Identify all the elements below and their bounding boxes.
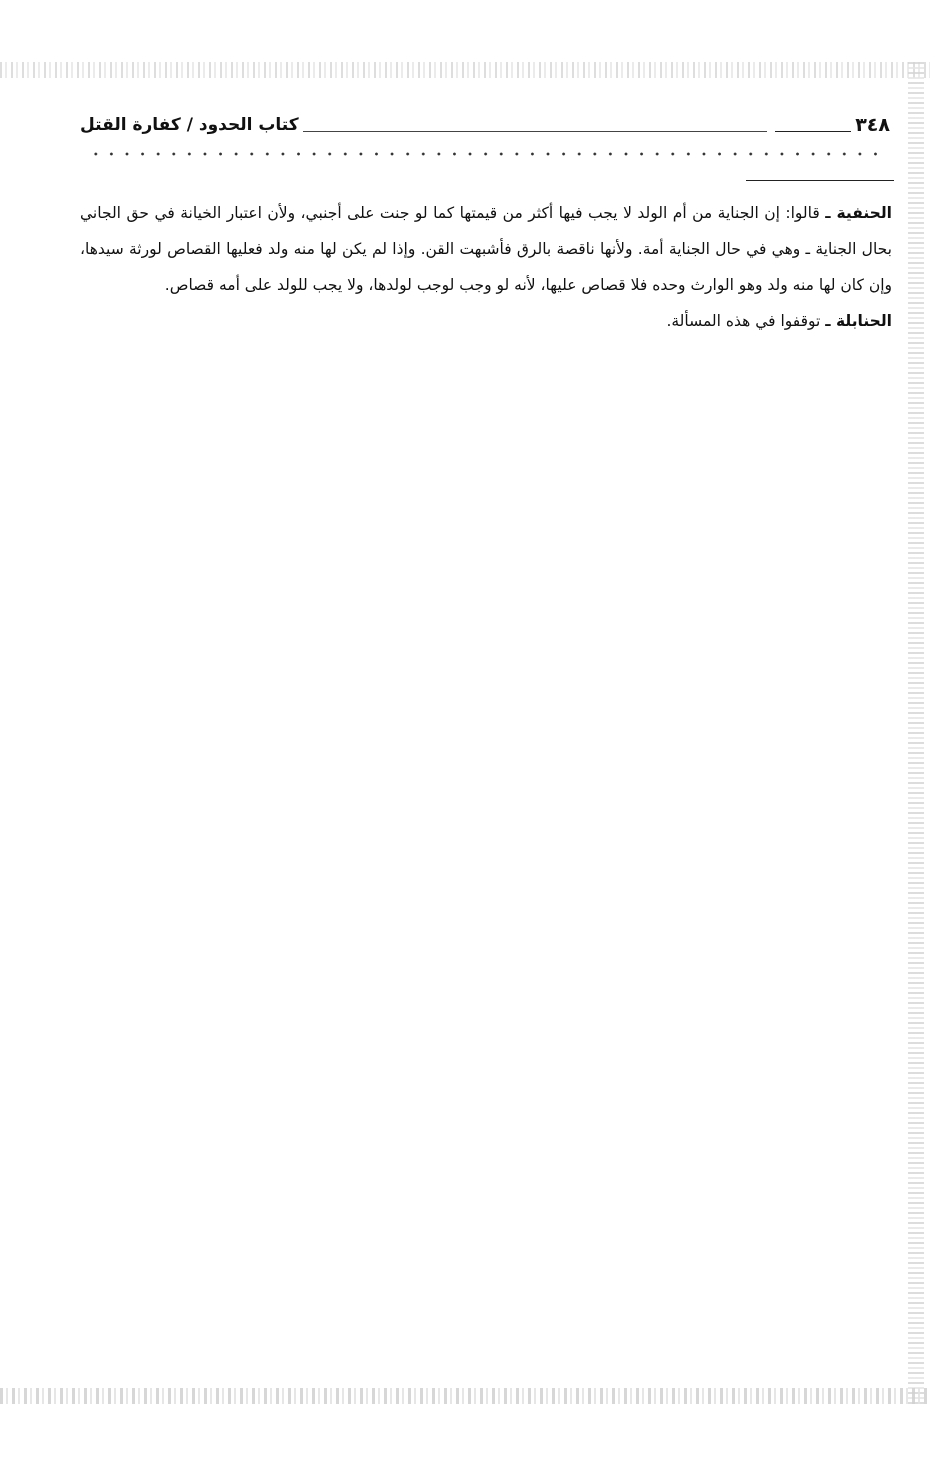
paragraph-text-hanafi: قالوا: إن الجناية من أم الولد لا يجب فيها أكثر من قيمتها كما لو جنت على أجنبي، ولأن اعتبار الخيانة في حق الجاني بحال الجناية ـ وهي في حال الجناية أمة. ولأنها ناقصة بالرق فأشبهت القن. وإذا لم يكن لها منه ولد فعليها القصاص لورثة سيدها، وإن كان لها منه ولد وهو الوارث وحده فلا قصاص عليها، لأنه لو وجب لوجب لولدها، ولا يجب للولد على أمه قصاص. — [80, 204, 892, 294]
running-title: كتاب الحدود / كفارة القتل — [80, 115, 299, 135]
paragraph-text-hanbali: توقفوا في هذه المسألة. — [666, 312, 826, 330]
paragraph-hanbali — [80, 303, 892, 339]
scan-border-top — [0, 62, 930, 78]
page-number: ٣٤٨ — [855, 114, 890, 136]
header-rule-long — [303, 131, 768, 132]
section-rule — [746, 180, 894, 181]
school-label-hanafi: الحنفية ـ — [825, 204, 892, 222]
page-body — [80, 195, 892, 339]
dotted-separator — [88, 152, 884, 156]
running-head — [80, 108, 890, 142]
scan-border-bottom — [0, 1388, 930, 1404]
header-rule-short — [775, 131, 851, 132]
paragraph-hanafi — [80, 195, 892, 303]
scan-border-right — [908, 62, 924, 1404]
school-label-hanbali: الحنابلة ـ — [825, 312, 892, 330]
